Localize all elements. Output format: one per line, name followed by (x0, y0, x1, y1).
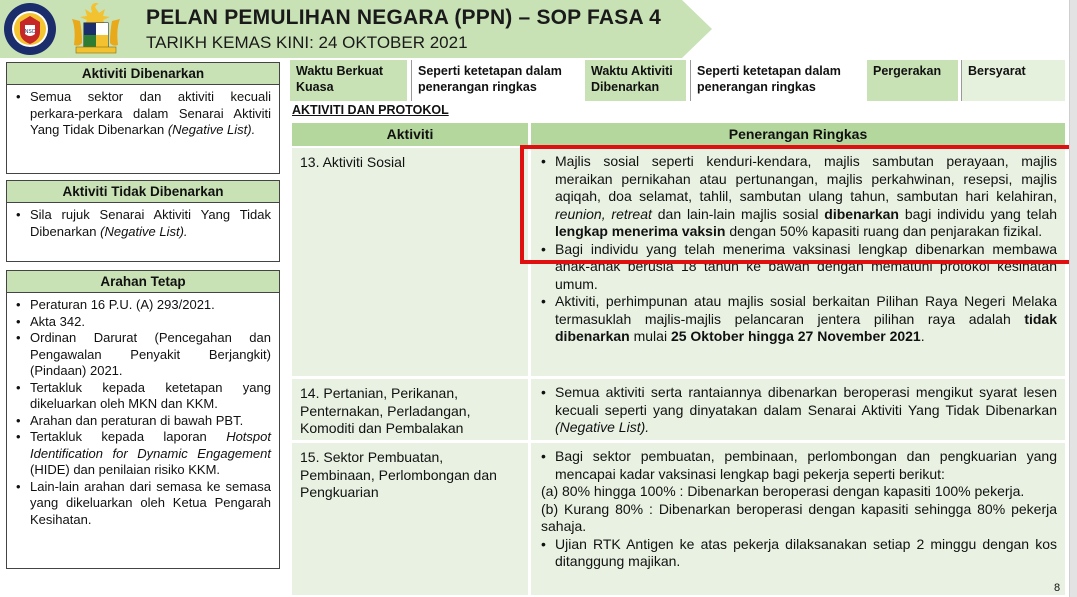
nsc-logo (4, 3, 56, 55)
section-label: AKTIVITI DAN PROTOKOL (292, 103, 449, 117)
prohibited-activities-box (6, 180, 280, 262)
sub-item-a: (a) 80% hingga 100% : Dibenarkan beroperasi dengan kapasiti 100% pekerja. (541, 483, 1025, 499)
standing-orders-box (6, 270, 280, 569)
list-item: • Arahan dan peraturan di bawah PBT. (15, 413, 271, 430)
column-header-activity: Aktiviti (292, 123, 528, 146)
legend-effective-time-label: Waktu Berkuat Kuasa (290, 60, 407, 101)
column-header-description: Penerangan Ringkas (531, 123, 1065, 146)
legend-movement-value: Bersyarat (961, 60, 1065, 101)
list-item: • Ordinan Darurat (Pencegahan dan Pengawalan Penyakit Berjangkit) (Pindaan) 2021. (15, 330, 271, 380)
list-item: • Ujian RTK Antigen ke atas pekerja dilaksanakan setiap 2 minggu dengan kos ditanggung majikan. (539, 536, 1057, 571)
table-row-14-activity: 14. Pertanian, Perikanan, Penternakan, Perladangan, Komoditi dan Pembalakan (292, 379, 528, 440)
table-row-15-description (531, 443, 1065, 595)
legend-movement-label: Pergerakan (867, 60, 958, 101)
legend-effective-time-value: Seperti ketetapan dalam penerangan ringkas (411, 60, 583, 101)
page-number: 8 (1054, 582, 1061, 594)
list-item: • Peraturan 16 P.U. (A) 293/2021. (15, 297, 271, 314)
list-item: • Bagi sektor pembuatan, pembinaan, perlombongan dan pengkuarian yang mencapai kadar vaksinasi lengkap bagi pekerja seperti berikut: (a) 80% hingga 100% : Dibenarkan beroperasi dengan kapasiti 100% pekerja. (b) Kurang 80% : Dibenarkan beroperasi dengan kapasiti sehingga 80% pekerja sahaja. (539, 448, 1057, 536)
prohibited-activities-heading: Aktiviti Tidak Dibenarkan (7, 181, 279, 203)
highlight-box (520, 145, 1073, 264)
list-item: • Tertakluk kepada laporan Hotspot Identification for Dynamic Engagement (HIDE) dan penilaian risiko KKM. (15, 429, 271, 479)
list-item: • Semua aktiviti serta rantaiannya dibenarkan beroperasi mengikut syarat lesen kecuali seperti yang dinyatakan dalam Senarai Aktiviti Yang Tidak Dibenarkan (Negative List). (539, 384, 1057, 437)
list-item: • Semua sektor dan aktiviti kecuali perkara-perkara dalam Senarai Aktiviti Yang Tidak Dibenarkan (Negative List). (15, 89, 271, 139)
nsc-logo-text: NSC (24, 29, 36, 35)
sub-item-b: (b) Kurang 80% : Dibenarkan beroperasi dengan kapasiti sehingga 80% pekerja sahaja. (541, 500, 1057, 534)
update-date: TARIKH KEMAS KINI: 24 OKTOBER 2021 (146, 33, 468, 52)
table-row-13-activity: 13. Aktiviti Sosial (292, 148, 528, 376)
list-item: • Sila rujuk Senarai Aktiviti Yang Tidak Dibenarkan (Negative List). (15, 207, 271, 240)
legend-allowed-time-value: Seperti ketetapan dalam penerangan ringkas (690, 60, 862, 101)
logos (2, 1, 136, 57)
list-item: • Aktiviti, perhimpunan atau majlis sosial berkaitan Pilihan Raya Negeri Melaka termasuklah majlis-majlis pelancaran jentera pilihan raya adalah tidak dibenarkan mulai 25 Oktober hingga 27 November 2021. (539, 293, 1057, 346)
list-item: • Akta 342. (15, 314, 271, 331)
standing-orders-heading: Arahan Tetap (7, 271, 279, 293)
table-row-14-description (531, 379, 1065, 440)
list-item: • Lain-lain arahan dari semasa ke semasa yang dikeluarkan oleh Ketua Pengarah Kesihatan. (15, 479, 271, 529)
table-row-15-activity: 15. Sektor Pembuatan, Pembinaan, Perlombongan dan Pengkuarian (292, 443, 528, 595)
list-item: • Bagi individu yang telah menerima vaksinasi lengkap dibenarkan membawa anak-anak berusia 18 tahun ke bawah dengan mematuhi protokol kesihatan umum. (539, 241, 1057, 294)
list-item: • Majlis sosial seperti kenduri-kendara, majlis sambutan perayaan, majlis meraikan pernikahan atau pertunangan, majlis perkahwinan, resepsi, majlis aqiqah, doa selamat, tahlil, sambutan ulang tahun, sambutan hari kelahiran, reunion, retreat dan lain-lain majlis sosial dibenarkan bagi individu yang telah lengkap menerima vaksin dengan 50% kapasiti ruang dan penjarakan fizikal. (539, 153, 1057, 241)
scrollbar[interactable] (1069, 0, 1077, 597)
page-title: PELAN PEMULIHAN NEGARA (PPN) – SOP FASA 4 (146, 6, 661, 29)
coat-of-arms-icon (72, 3, 120, 53)
legend-allowed-time-label: Waktu Aktiviti Dibenarkan (585, 60, 686, 101)
allowed-activities-box (6, 62, 280, 174)
allowed-activities-heading: Aktiviti Dibenarkan (7, 63, 279, 85)
list-item: • Tertakluk kepada ketetapan yang dikeluarkan oleh MKN dan KKM. (15, 380, 271, 413)
